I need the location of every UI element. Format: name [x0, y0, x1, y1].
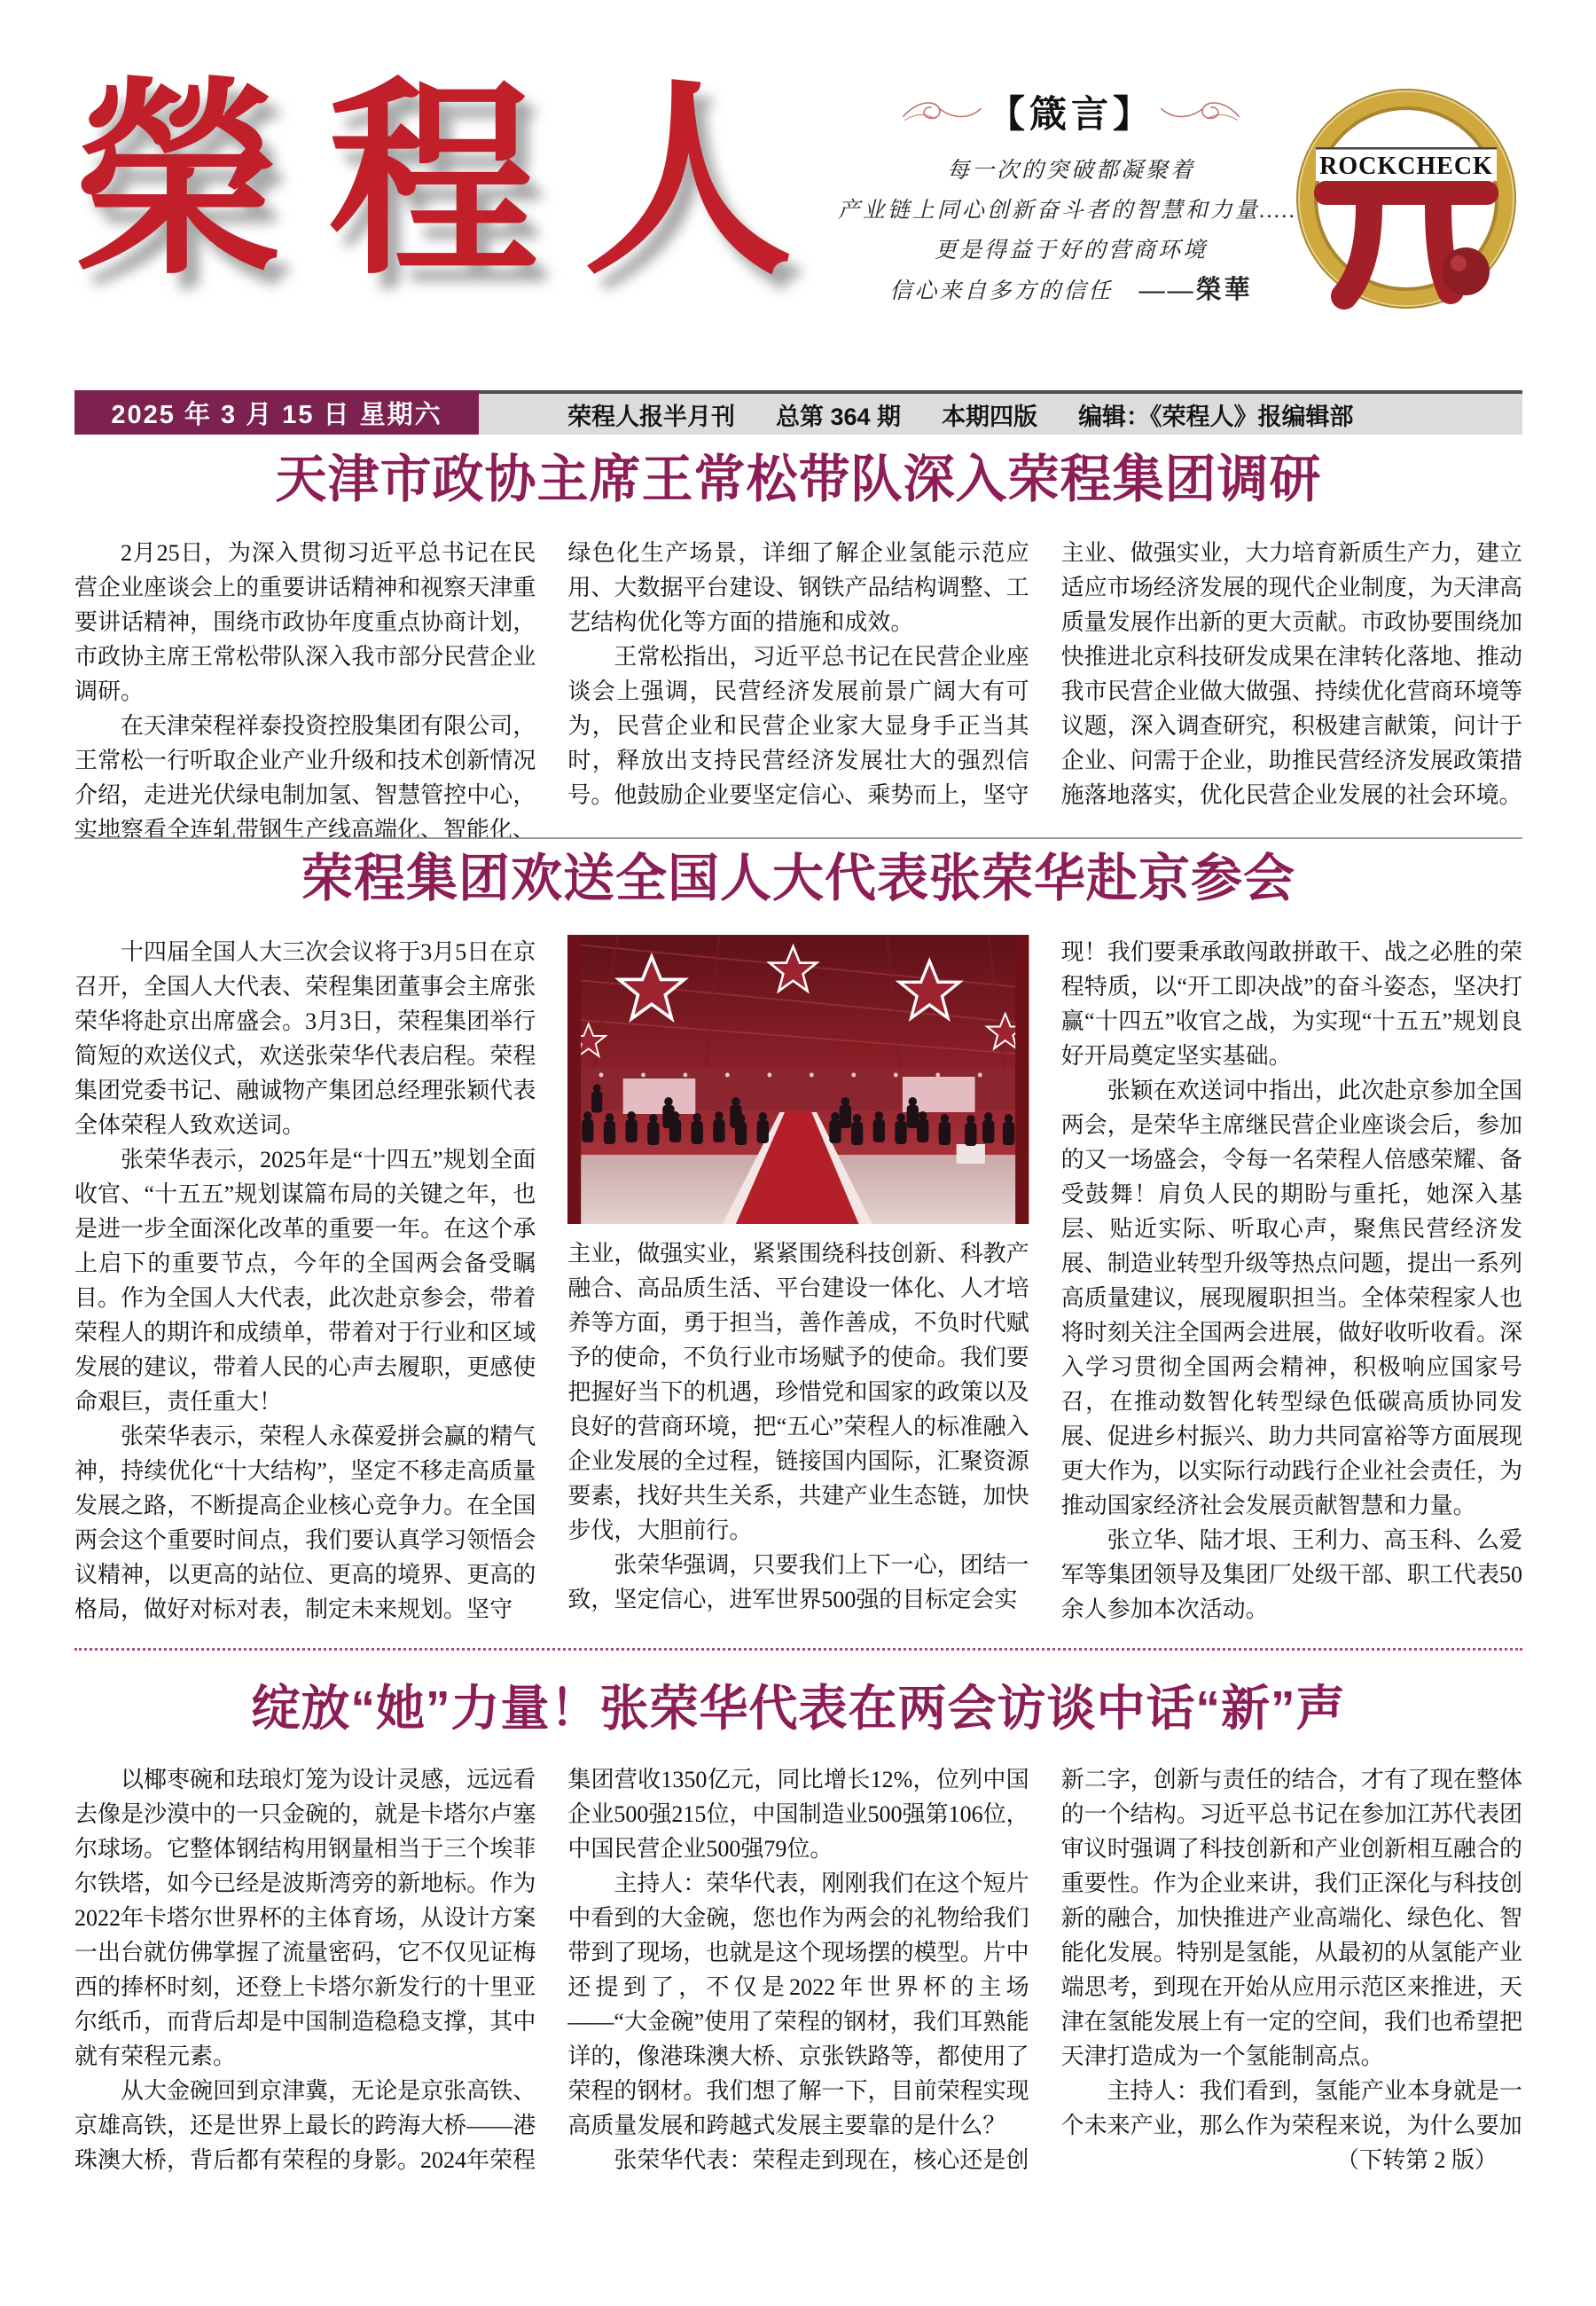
motto-line-1: 每一次的突破都凝聚着: [946, 159, 1195, 183]
article-3-column-1: [74, 1762, 536, 2177]
paragraph: 张荣华表示，荣程人永葆爱拼会赢的精气神，持续优化“十大结构”，坚定不移走高质量发展之路，不断提高企业核心竞争力。在全国两会这个重要时间点，我们要认真学习领悟会议精神，以更高的站位、更高的境界、更高的格局，做好对标对表，制定未来规划。坚守: [74, 1423, 536, 1622]
article-1-column-2: [567, 536, 1029, 847]
paragraph: 王常松指出，习近平总书记在民营企业座谈会上强调，民营经济发展前景广阔大有可为，民营企业和民营企业家大显身手正当其时，释放出支持民营经济发展壮大的强烈信号。他鼓励企业要坚定信心、乘势而上，坚守: [567, 643, 1029, 808]
article-1-column-3: [1061, 536, 1522, 847]
logo-wordmark: ROCKCHECK: [1319, 153, 1493, 180]
dateline-bar: [74, 390, 1522, 435]
paragraph: 集团营收1350亿元，同比增长12%，位列中国企业500强215位，中国制造业500强第106位，中国民营企业500强79位。: [567, 1766, 1029, 1862]
masthead-title: 榮程人: [73, 57, 840, 303]
lectern: [957, 1144, 985, 1164]
paragraph: 张荣华表示，2025年是“十四五”规划全面收官、“十五五”规划谋篇布局的关键之年，也是进一步全面深化改革的重要一年。在这个承上启下的重要节点，今年的全国两会备受瞩目。作为全国人大代表，此次赴京参会，带着荣程人的期许和成绩单，带着对于行业和区域发展的建议，带着人民的心声去履职，更感使命艰巨，责任重大！: [74, 1146, 536, 1415]
issue-number: 总第 364 期: [776, 403, 902, 430]
editor-credit: 编辑：《荣程人》报编辑部: [1078, 403, 1354, 430]
edition-count: 本期四版: [942, 403, 1038, 430]
motto-line-2: 产业链上同心创新奋斗者的智慧和力量……: [837, 199, 1305, 223]
article-1-column-1: [74, 536, 536, 847]
article-3-column-2: [567, 1762, 1029, 2177]
paragraph: 十四届全国人大三次会议将于3月5日在京召开，全国人大代表、荣程集团董事会主席张荣华将赴京出席盛会。3月3日，荣程集团举行简短的欢送仪式，欢送张荣华代表启程。荣程集团党委书记、融诚物产集团总经理张颖代表全体荣程人致欢送词。: [74, 938, 536, 1138]
publication-info-bar: [479, 390, 1522, 435]
ceremony-photo: [567, 935, 1029, 1224]
motto-title: 【箴言】: [987, 95, 1154, 136]
article-1-headline: 天津市政协主席王常松带队深入荣程集团调研: [275, 451, 1322, 508]
paragraph: 主持人：我们看到，氢能产业本身就是一个未来产业，那么作为荣程来说，为什么要加: [1060, 2077, 1522, 2138]
paragraph: 以椰枣碗和珐琅灯笼为设计灵感，远远看去像是沙漠中的一只金碗的，就是卡塔尔卢塞尔球场。它整体钢结构用钢量相当于三个埃菲尔铁塔，如今已经是波斯湾旁的新地标。作为2022年卡塔尔世界杯的主体育场，从设计方案一出台就仿佛掌握了流量密码，它不仅见证梅西的捧杯时刻，还登上卡塔尔新发行的十里亚尔纸币，而背后却是中国制造稳稳支撑，其中就有荣程元素。: [74, 1766, 536, 2069]
article-2: [74, 847, 1522, 1627]
paragraph: 绿色化生产场景，详细了解企业氢能示范应用、大数据平台建设、钢铁产品结构调整、工艺结构优化等方面的措施和成效。: [567, 539, 1029, 635]
motto-line-4-text: 信心来自多方的信任: [889, 279, 1114, 303]
continuation-note: （下转第 2 版）: [1335, 2146, 1498, 2173]
paragraph: 主业、做强实业，大力培育新质生产力，建立适应市场经济发展的现代企业制度，为天津高质量发展作出新的更大贡献。市政协要围绕加快推进北京科技研发成果在津转化落地、推动我市民营企业做大做强、持续优化营商环境等议题，深入调查研究，积极建言献策，问计于企业、问需于企业，助推民营经济发展政策措施落地落实，优化民营企业发展的社会环境。: [1060, 539, 1522, 808]
article-3-column-3: [1061, 1762, 1522, 2177]
paragraph: 现！我们要秉承敢闯敢拼敢干、战之必胜的荣程特质，以“开工即决战”的奋斗姿态，坚决打赢“十四五”收官之战，为实现“十五五”规划良好开局奠定坚实基础。: [1060, 938, 1522, 1069]
paragraph: 新二字，创新与责任的结合，才有了现在整体的一个结构。习近平总书记在参加江苏代表团审议时强调了科技创新和产业创新相互融合的重要性。作为企业来讲，我们正深化与科技创新的融合，加快推进产业高端化、绿色化、智能化发展。特别是氢能，从最初的从氢能产业端思考，到现在开始从应用示范区来推进，天津在氢能发展上有一定的空间，我们也希望把天津打造成为一个氢能制高点。: [1060, 1766, 1522, 2069]
article-3-headline: 绽放“她”力量！张荣华代表在两会访谈中话“新”声: [251, 1681, 1346, 1736]
article-2-columns: [74, 935, 1522, 1627]
section-divider-solid: [74, 837, 1522, 839]
paragraph: 张荣华强调，只要我们上下一心，团结一致，坚定信心，进军世界500强的目标定会实: [567, 1551, 1029, 1612]
motto-signature: ——榮華: [1138, 276, 1253, 304]
paragraph: 张颖在欢送词中指出，此次赴京参加全国两会，是荣华主席继民营企业座谈会后，参加的又一场盛会，令每一名荣程人倍感荣耀、备受鼓舞！肩负人民的期盼与重托，她深入基层、贴近实际、听取心声，聚焦民营经济发展、制造业转型升级等热点问题，提出一系列高质量建议，展现履职担当。全体荣程家人也将时刻关注全国两会进展，做好收听收看。深入学习贯彻全国两会精神，积极响应国家号召，在推动数智化转型绿色低碳高质协同发展、促进乡村振兴、助力共同富裕等方面展现更大作为，以实际行动践行企业社会责任，为推动国家经济社会发展贡献智慧和力量。: [1060, 1077, 1522, 1518]
article-2-column-2: [567, 935, 1029, 1627]
screen-left: [623, 1078, 696, 1114]
motto-line-3: 更是得益于好的营商环境: [934, 239, 1208, 263]
article-3: [74, 1678, 1522, 2177]
paragraph: 在天津荣程祥泰投资控股集团有限公司，王常松一行听取企业产业升级和技术创新情况介绍，走进光伏绿电制加氢、智慧管控中心，实地察看全连轧带钢生产线高端化、智能化、: [74, 712, 536, 843]
paragraph: 从大金碗回到京津冀，无论是京张高铁、京雄高铁，还是世界上最长的跨海大桥——港珠澳大桥，背后都有荣程的身影。2024年荣程: [74, 2077, 536, 2173]
flourish-right-icon: [1158, 95, 1243, 129]
paragraph: 主持人：荣华代表，刚刚我们在这个短片中看到的大金碗，您也作为两会的礼物给我们带到了现场，也就是这个现场摆的模型。片中还提到了，不仅是2022年世界杯的主场——“大金碗”使用了荣程的钢材，我们耳熟能详的，像港珠澳大桥、京张铁路等，都使用了荣程的钢材。我们想了解一下，目前荣程实现高质量发展和跨越式发展主要靠的是什么？: [567, 1870, 1029, 2138]
logo-red-dot: [1442, 247, 1490, 295]
paragraph: 张荣华代表：荣程走到现在，核心还是创: [614, 2146, 1029, 2173]
publication-name: 荣程人报半月刊: [567, 403, 735, 430]
article-2-headline: 荣程集团欢送全国人大代表张荣华赴京参会: [301, 850, 1295, 907]
article-2-column-1: [74, 935, 536, 1627]
article-1: [74, 448, 1522, 847]
article-3-columns: [74, 1762, 1522, 2177]
paragraph: 主业，做强实业，紧紧围绕科技创新、科教产融合、高品质生活、平台建设一体化、人才培养等方面，勇于担当，善作善成，不负时代赋予的使命，不负行业市场赋予的使命。我们要把握好当下的机遇，珍惜党和国家的政策以及良好的营商环境，把“五心”荣程人的标准融入企业发展的全过程，链接国内国际，汇聚资源要素，找好共生关系，共建产业生态链，加快步伐，大胆前行。: [567, 1240, 1029, 1543]
flourish-left-icon: [899, 95, 984, 129]
motto-line-4: [832, 271, 1310, 311]
section-divider-dotted: [74, 1648, 1522, 1651]
paragraph: 张立华、陆才垠、王利力、高玉科、么爱军等集团领导及集团厂处级干部、职工代表50余人参加本次活动。: [1060, 1526, 1522, 1622]
date-text: 2025 年 3 月 15 日 星期六: [74, 390, 479, 435]
rockcheck-logo: [1291, 75, 1525, 316]
paragraph: 2月25日，为深入贯彻习近平总书记在民营企业座谈会上的重要讲话精神和视察天津重要讲话精神，围绕市政协年度重点协商计划，市政协主席王常松带队深入我市部分民营企业调研。: [74, 539, 536, 704]
article-1-columns: [74, 536, 1522, 847]
motto-block: [832, 85, 1310, 311]
article-2-column-3: [1061, 935, 1522, 1627]
motto-header-row: [832, 85, 1310, 138]
